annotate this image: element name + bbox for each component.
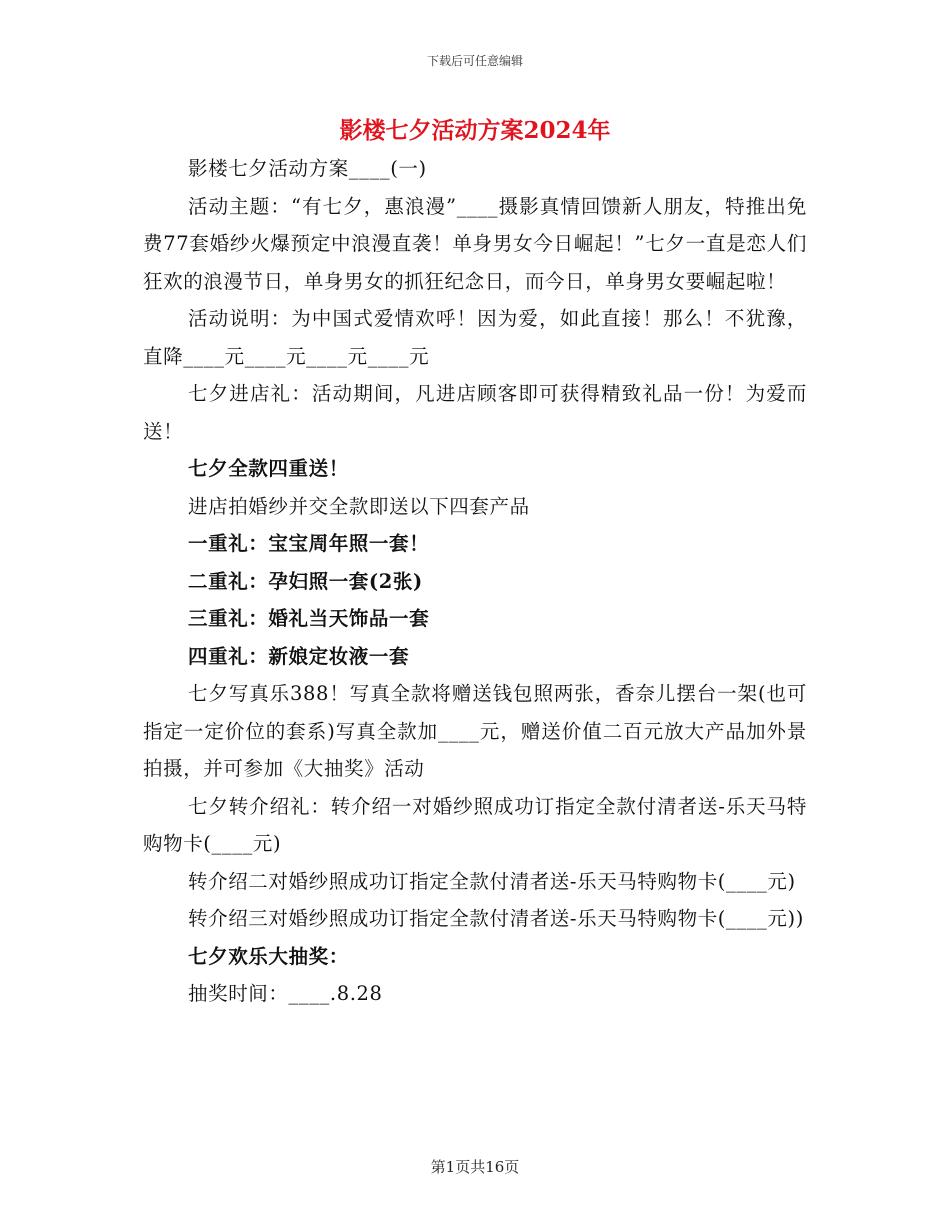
paragraph-subtitle: 影楼七夕活动方案____(一) bbox=[188, 157, 427, 180]
page-header: 下载后可任意编辑 bbox=[426, 54, 523, 68]
paragraph-store-gift: 七夕进店礼：活动期间，凡进店顾客即可获得精致礼品一份！为爱而送！ bbox=[143, 382, 807, 443]
document-title: 影楼七夕活动方案2024年 bbox=[339, 117, 611, 144]
document-body bbox=[143, 150, 807, 1013]
paragraph-heading-four-gifts: 七夕全款四重送！ bbox=[188, 457, 349, 480]
page-footer: 第1页共16页 bbox=[430, 1158, 520, 1176]
paragraph-heading-lottery: 七夕欢乐大抽奖： bbox=[188, 944, 349, 968]
paragraph-portrait: 七夕写真乐388！写真全款将赠送钱包照两张，香奈儿摆台一架(也可指定一定价位的套系)写真全款加____元，赠送价值二百元放大产品加外景拍摄，并可参加《大抽奖》活动 bbox=[143, 682, 807, 780]
paragraph-theme: 活动主题：“有七夕，惠浪漫”____摄影真情回馈新人朋友，特推出免费77套婚纱火爆预定中浪漫直袭！单身男女今日崛起！”七夕一直是恋人们狂欢的浪漫节日，单身男女的抓狂纪念日，而今日，单身男女要崛起啦！ bbox=[143, 194, 807, 293]
paragraph-gift-4: 四重礼：新娘定妆液一套 bbox=[188, 644, 410, 668]
paragraph-referral-1: 七夕转介绍礼：转介绍一对婚纱照成功订指定全款付清者送-乐天马特购物卡(____元) bbox=[143, 794, 807, 855]
paragraph-gift-1: 一重礼：宝宝周年照一套！ bbox=[188, 532, 430, 555]
paragraph-referral-3: 转介绍三对婚纱照成功订指定全款付清者送-乐天马特购物卡(____元)) bbox=[188, 907, 804, 930]
paragraph-lottery-time: 抽奖时间：____.8.28 bbox=[188, 982, 383, 1005]
paragraph-gift-3: 三重礼：婚礼当天饰品一套 bbox=[188, 607, 430, 630]
paragraph-gift-intro: 进店拍婚纱并交全款即送以下四套产品 bbox=[188, 494, 530, 518]
paragraph-referral-2: 转介绍二对婚纱照成功订指定全款付清者送-乐天马特购物卡(____元) bbox=[188, 869, 796, 893]
paragraph-description: 活动说明：为中国式爱情欢呼！因为爱，如此直接！那么！不犹豫，直降____元____元____元____元 bbox=[143, 307, 807, 368]
paragraph-gift-2: 二重礼：孕妇照一套(2张) bbox=[188, 569, 423, 593]
